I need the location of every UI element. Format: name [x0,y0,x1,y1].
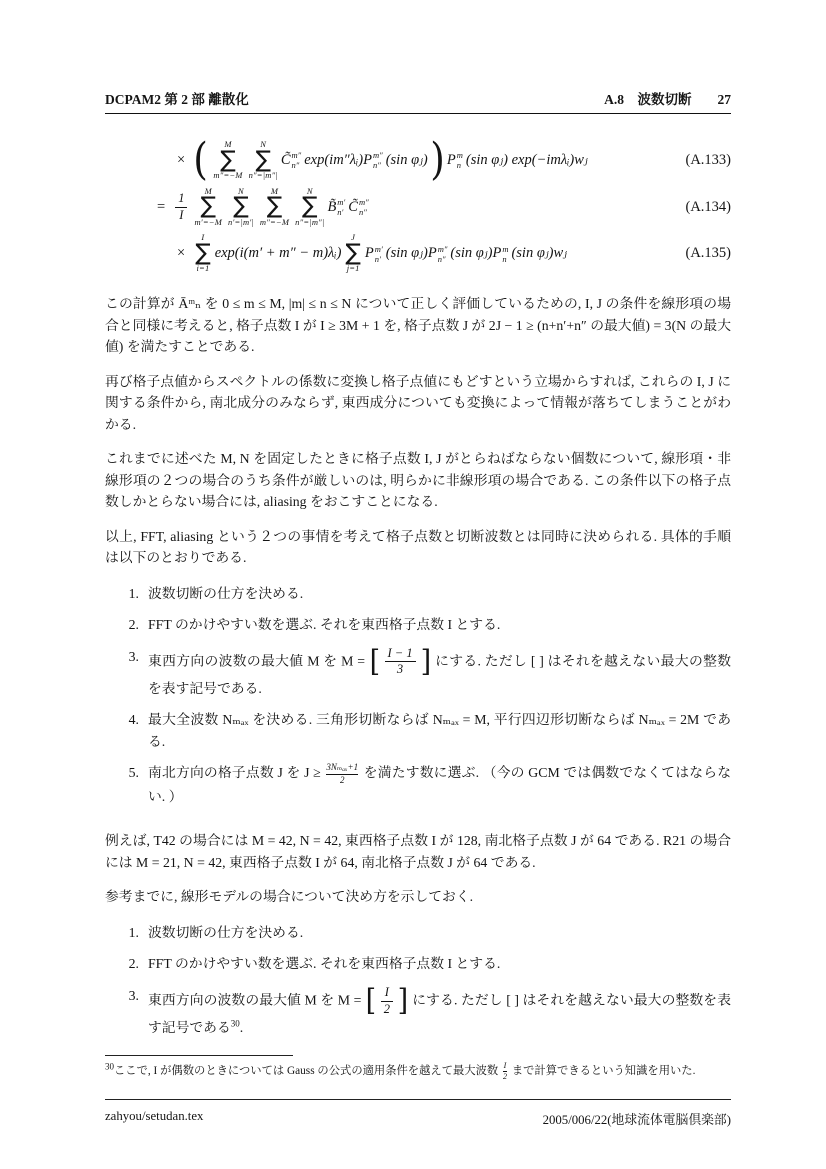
list-item-number: 3. [128,987,139,1003]
times-operator: × [177,151,186,168]
equals-operator: = [157,198,166,215]
math-term: (sin φⱼ) [385,151,428,168]
equation-number: (A.133) [685,151,731,168]
list-item [105,614,731,636]
page-header [105,88,731,114]
summation-symbol: M ∑ m″=−M [213,139,243,180]
footer-file-path: zahyou/setudan.tex [105,1108,204,1123]
footnote-block [105,1049,731,1128]
header-document-title: DCPAM2 第 2 部 離散化 [105,92,249,107]
paragraph: 再び格子点値からスペクトルの係数に変換し格子点値にもどすという立場からすれば, これらの I, J に関する条件から, 南北成分のみならず, 東西成分についても変換によって情報が落ちてしまうことがわかる. [105,373,731,432]
equation-a133: × ( M ∑ m″=−M N ∑ n″=|m″| C̃ m″ n″ exp(im″λᵢ) P m″ n″ (sin φⱼ) ) P m n (sin φⱼ) exp(−imλᵢ)wⱼ (A.133) [177,134,731,186]
fraction: $\frac{1}{I}$ [175,191,187,223]
equation-a134 [105,187,731,228]
bracketed-fraction: [ I 2 ] [365,983,409,1019]
math-term: exp(im″λᵢ) [304,151,364,168]
paragraph: 例えば, T42 の場合には M = 42, N = 42, 東西格子点数 I が 128, 南北格子点数 J が 64 である. R21 の場合には M = 21, N = 42, 東西格子点数 I が 64, 南北格子点数 J が 64 である. [105,833,731,870]
header-section-title: A.8 波数切断 [604,92,692,107]
list-item-text: FFT のかけやすい数を選ぶ. それを東西格子点数 I とする. [148,617,501,633]
footnote-number: 30 [105,1060,114,1071]
summation-symbol: M ∑ m′=−M [194,185,222,227]
paragraph: 以上, FFT, aliasing という２つの事情を考えて格子点数と切断波数とは同時に決められる. 具体的手順は以下のとおりである. [105,528,731,566]
inline-fraction: $\frac{I}{2}$ [503,1060,508,1081]
list-item-number: 4. [128,712,139,728]
list-item-number: 5. [128,765,139,781]
equation-block [105,134,731,280]
procedure-list-nonlinear [105,583,731,818]
math-term: P m″ n″ [363,150,383,171]
summation-symbol: M ∑ m″=−M [259,185,290,227]
math-term: (sin φⱼ) exp(−imλᵢ)wⱼ [465,151,588,168]
math-term: P m′ n′ [364,243,383,264]
list-item-text: FFT のかけやすい数を選ぶ. それを東西格子点数 I とする. [148,956,501,972]
list-item [105,762,731,807]
procedure-list-linear [105,922,731,1049]
summation-symbol: I ∑ i=1 [195,232,211,274]
footnote-reference: 30 [230,1018,240,1029]
list-item-text: 南北方向の格子点数 J を J ≥ 3Nₘₐₓ+1 2 を満たす数に選ぶ. （今の GCM では偶数でなくてはならない. ） [148,762,731,804]
summation-symbol: N ∑ n′=|m′| [228,185,254,227]
math-term: (sin φⱼ)wⱼ [511,245,568,262]
math-term: (sin φⱼ) [385,245,428,262]
list-item [105,583,731,605]
list-item-number: 2. [128,617,139,633]
summation-symbol: J ∑ j=1 [345,232,361,274]
list-item-text: 最大全波数 Nₘₐₓ を決める. 三角形切断ならば Nₘₐₓ = M, 平行四辺形切断ならば Nₘₐₓ = 2M である. [148,712,731,749]
header-page-number: 27 [717,92,731,107]
list-item [105,985,731,1039]
math-term: P m n [446,150,463,171]
math-term: C̃ m″ n″ [348,196,369,218]
footnote: $^{30}$ここで, I が偶数のときについては Gauss の公式の適用条件を越えて最大波数 $\frac{I}{2}$ まで計算できるという知識を用いた. [105,1060,696,1081]
equation-number: (A.134) [685,198,731,215]
math-term: (sin φⱼ) [450,245,493,262]
list-item [105,953,731,975]
list-item-number: 1. [128,585,139,601]
paragraph: 参考までに, 線形モデルの場合について決め方を示しておく. [105,889,474,905]
footer-date-credit: 2005/006/22(地球流体電脳倶楽部) [542,1112,731,1127]
equation-a135 [105,233,731,274]
header-right [604,88,731,108]
math-term: B̃ m′ n′ [327,196,346,218]
list-item-number: 3. [128,648,139,664]
times-operator: × [177,245,186,262]
bracketed-fraction: [ I − 1 3 ] [369,643,431,679]
list-item [105,922,731,944]
paragraph: これまでに述べた M, N を固定したときに格子点数 I, J がとらねばならない個数について, 線形項・非線形項の２つの場合のうち条件が厳しいのは, 明らかに非線形項の場合である. この条件以下の格子点数しかとらない場合には, aliasing をおこすことになる. [105,451,731,510]
list-item-text: 波数切断の仕方を決める. [148,585,304,601]
math-term: C̃ m″ n″ [280,150,302,171]
paragraph: この計算が Āᵐₙ を 0 ≤ m ≤ M, |m| ≤ n ≤ N について正しく評価しているための, I, J の条件を線形項の場合と同様に考えると, 格子点数 I が I ≥ 3M + 1 を, 格子点数 J が 2J − 1 ≥ (n+n′+n″ の最大値) = 3(N の最大値) を満たすことである. [105,296,731,355]
list-item-number: 2. [128,956,139,972]
page-footer [105,1099,731,1128]
equation-number: (A.135) [685,245,731,262]
math-term: exp(i(m′ + m″ − m)λᵢ) [214,245,342,262]
math-term: P m″ n″ [427,243,448,264]
list-item-text: 東西方向の波数の最大値 M を M = [ I 2 ] にする. ただし [ ] はそれを越えない最大の整数を表す記号である$^{30}$. [148,983,732,1036]
inline-fraction: 3Nₘₐₓ+1 2 [326,762,359,785]
math-term: P m n [492,243,509,264]
list-item-text: 波数切断の仕方を決める. [148,924,304,940]
footnote-rule [105,1055,293,1056]
list-item [105,709,731,752]
list-item [105,643,731,700]
summation-symbol: N ∑ n″=|m″| [248,139,278,180]
list-item-text: 東西方向の波数の最大値 M を M = [ I − 1 3 ] にする. ただし [ ] はそれを越えない最大の整数を表す記号である. [148,643,731,696]
summation-symbol: N ∑ n″=|m″| [295,185,325,227]
list-item-number: 1. [128,924,139,940]
